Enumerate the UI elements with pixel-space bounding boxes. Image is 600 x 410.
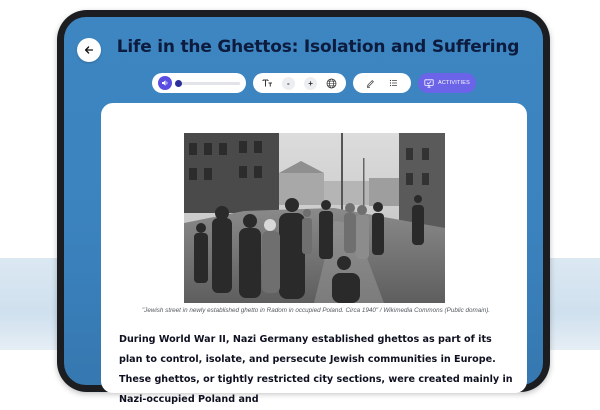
- annotation-tools: [353, 73, 411, 93]
- audio-player: [152, 73, 246, 93]
- highlighter-icon[interactable]: [366, 79, 375, 88]
- body-paragraph: During World War II, Nazi Germany established ghettos as part of its plan to control, isolate, and persecute Jewish communities in Europe. These ghettos, or tightly restricted city sections, were created mainly in Nazi-occupied Poland and: [119, 334, 513, 405]
- audio-progress-thumb[interactable]: [175, 80, 182, 87]
- historical-photo: [184, 133, 445, 303]
- activities-icon: [424, 79, 434, 88]
- content-card: [101, 103, 527, 405]
- increase-font-button[interactable]: +: [304, 77, 317, 90]
- list-icon[interactable]: [389, 79, 398, 87]
- speaker-icon: [161, 79, 169, 87]
- audio-progress-slider[interactable]: [178, 82, 240, 85]
- app-screen: [64, 17, 543, 405]
- text-settings: [253, 73, 346, 93]
- play-audio-button[interactable]: [158, 76, 172, 90]
- arrow-left-icon: [84, 45, 94, 55]
- photo-caption: "Jewish street in newly established ghetto in Radom in occupied Poland. Circa 1940" / Wikimedia Commons (Public domain).: [141, 307, 491, 314]
- page-title: Life in the Ghettos: Isolation and Suffering: [116, 37, 520, 57]
- decrease-font-button[interactable]: -: [282, 77, 295, 90]
- tablet-frame: [57, 10, 550, 405]
- activities-label: ACTIVITIES: [438, 80, 470, 86]
- globe-icon[interactable]: [326, 78, 337, 89]
- text-size-icon[interactable]: [262, 78, 273, 88]
- activities-button[interactable]: [418, 73, 476, 93]
- back-button[interactable]: [77, 38, 101, 62]
